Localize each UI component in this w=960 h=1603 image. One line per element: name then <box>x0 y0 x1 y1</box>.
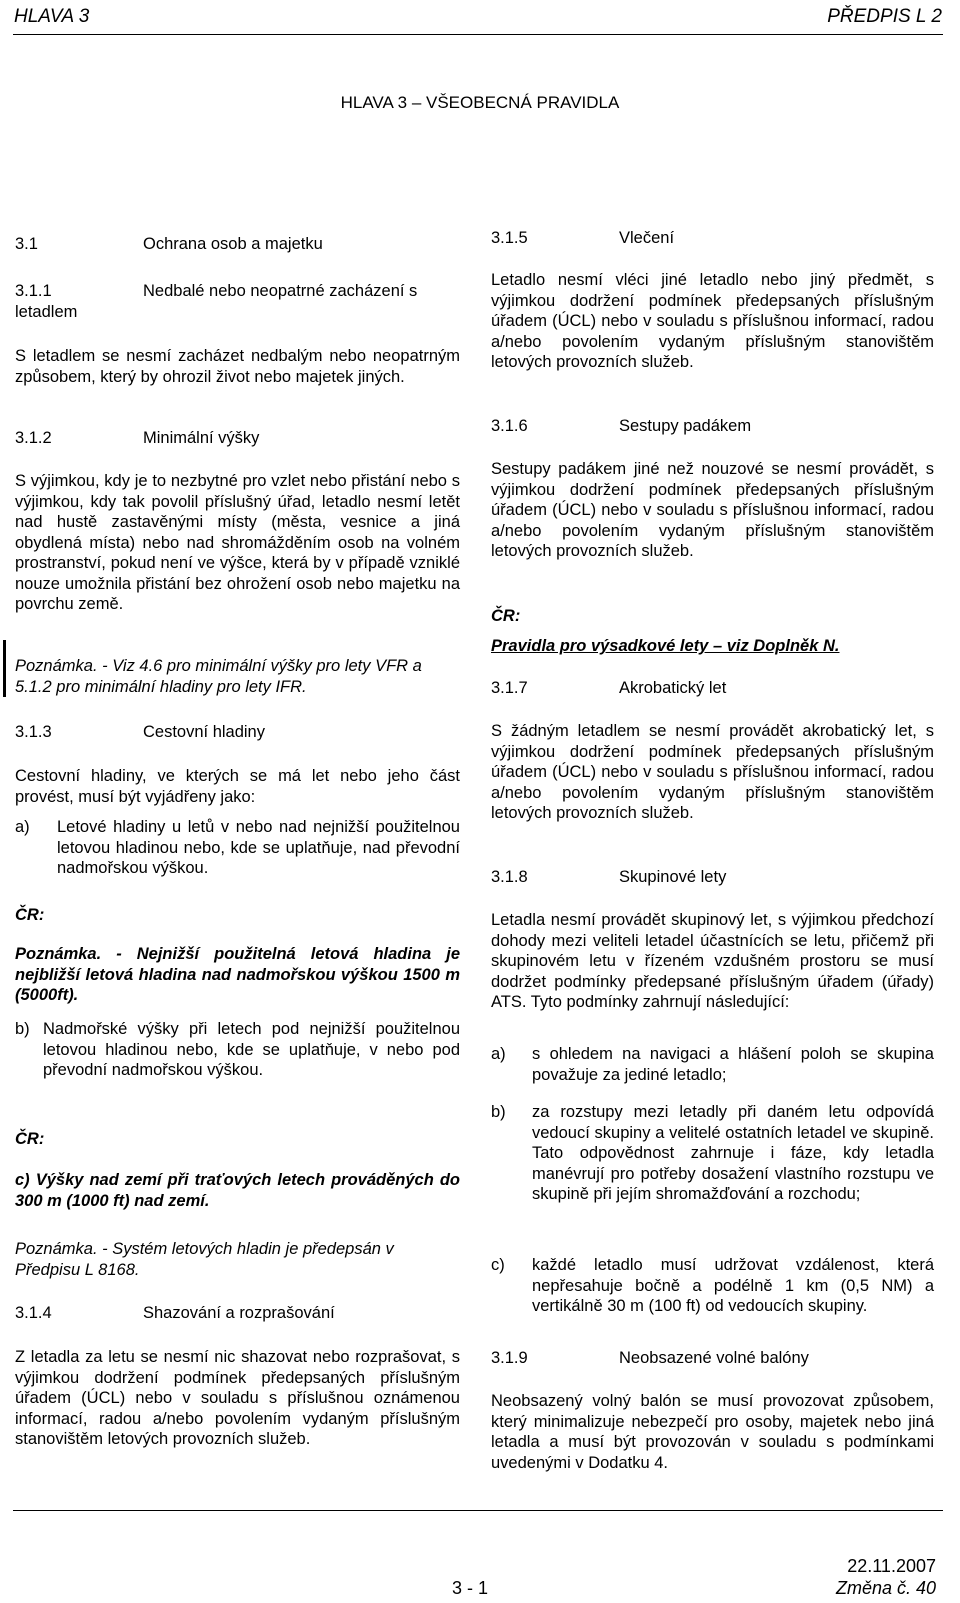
section-number: 3.1.2 <box>15 429 52 447</box>
section-number: 3.1.5 <box>491 229 528 247</box>
list-text: každé letadlo musí udržovat vzdálenost, která nepřesahuje bočně a podélně 1 km (0,5 NM) a vertikálně 30 m (100 ft) od vedoucích skupiny. <box>532 1256 934 1315</box>
section-number: 3.1.7 <box>491 679 528 697</box>
paragraph: Cestovní hladiny, ve kterých se má let nebo jeho část provést, musí být vyjádřeny jako: <box>15 767 460 806</box>
section-heading <box>491 678 726 699</box>
list-label: b) <box>491 1103 506 1121</box>
cr-item: c) Výšky nad zemí při traťových letech prováděných do 300 m (1000 ft) nad zemí. <box>15 1171 460 1210</box>
list-item <box>15 817 460 879</box>
section-title: Nedbalé nebo neopatrné zacházení s <box>143 282 418 300</box>
section-number: 3.1.1 <box>15 282 52 300</box>
list-text: za rozstupy mezi letadly při daném letu odpovídá vedoucí skupiny a velitelé ostatních letadel ve skupině. Tato odpovědnost zahrnuje i fáze, kdy letadla manévrují pro potřeby dosažení vlastního rozstupu ve skupině při jejím shromažďování a rozchodu; <box>532 1103 934 1203</box>
paragraph: Z letadla za letu se nesmí nic shazovat nebo rozprašovat, s výjimkou dodržení podmínek předepsaných příslušným úřadem (ÚCL) nebo v souladu s příslušnou oznámenou informací, radou a/nebo povolením vydaným příslušným stanovištěm letových provozních služeb. <box>15 1348 460 1448</box>
section-number: 3.1.8 <box>491 868 528 886</box>
list-item <box>491 1255 934 1317</box>
change-bar <box>3 640 6 697</box>
list-text: s ohledem na navigaci a hlášení poloh se skupina považuje za jediné letadlo; <box>532 1045 934 1084</box>
paragraph: Letadlo nesmí vléci jiné letadlo nebo jiný předmět, s výjimkou dodržení podmínek předepsaných příslušným úřadem (ÚCL) nebo v souladu s příslušnou informací, radou a/nebo povolením vydaným příslušným stanovištěm letových provozních služeb. <box>491 271 934 371</box>
cr-note <box>491 636 839 657</box>
header-chapter: HLAVA 3 <box>14 6 90 27</box>
list-label: a) <box>491 1045 506 1063</box>
section-number: 3.1.4 <box>15 1304 52 1322</box>
section-title: Akrobatický let <box>619 679 727 697</box>
list-item <box>491 1044 934 1085</box>
list-item <box>491 1102 934 1205</box>
header-regulation: PŘEDPIS L 2 <box>827 6 942 27</box>
list-label: b) <box>15 1020 30 1038</box>
section-number: 3.1 <box>15 235 38 253</box>
amendment-number: Změna č. 40 <box>835 1578 936 1598</box>
section-title: Skupinové lety <box>619 868 727 886</box>
cr-label: ČR: <box>491 607 521 625</box>
section-number: 3.1.3 <box>15 723 52 741</box>
section-heading <box>491 867 726 888</box>
paragraph: Neobsazený volný balón se musí provozovat způsobem, který minimalizuje nebezpečí pro osoby, majetek nebo jiná letadla a musí být provozován v souladu s podmínkami uvedenými v Dodatku 4. <box>491 1392 934 1472</box>
list-label: a) <box>15 818 30 836</box>
section-heading <box>491 228 674 249</box>
section-heading <box>15 234 323 255</box>
paragraph: S letadlem se nesmí zacházet nedbalým nebo neopatrným způsobem, který by ohrozil život nebo majetek jiných. <box>15 347 460 386</box>
header-rule <box>13 34 943 35</box>
paragraph: S žádným letadlem se nesmí provádět akrobatický let, s výjimkou dodržení podmínek předepsaných příslušným úřadem (ÚCL) nebo v souladu s příslušnou informací, radou a/nebo povolením vydaným příslušným stanovištěm letových provozních služeb. <box>491 722 934 822</box>
note: Poznámka. - Viz 4.6 pro minimální výšky pro lety VFR a 5.1.2 pro minimální hladiny pro lety IFR. <box>15 657 422 696</box>
note: Poznámka. - Systém letových hladin je předepsán v Předpisu L 8168. <box>15 1240 394 1279</box>
section-title: Shazování a rozprašování <box>143 1304 335 1322</box>
list-item <box>15 1019 460 1081</box>
section-title-cont: letadlem <box>15 302 78 321</box>
section-heading <box>491 1348 809 1369</box>
section-heading <box>491 416 751 437</box>
section-title: Cestovní hladiny <box>143 723 265 741</box>
cr-text: Pravidla pro výsadkové lety – viz Doplněk N. <box>491 637 840 655</box>
list-label: c) <box>491 1256 505 1274</box>
cr-note: Poznámka. - Nejnižší použitelná letová hladina je nejbližší letová hladina nad nadmořskou výškou 1500 m (5000ft). <box>15 945 460 1004</box>
section-number: 3.1.9 <box>491 1349 528 1367</box>
list-text: Nadmořské výšky při letech pod nejnižší použitelnou letovou hladinou nebo, kde se uplatňuje, v nebo pod převodní nadmořskou výškou. <box>43 1020 460 1079</box>
section-title: Ochrana osob a majetku <box>143 235 323 253</box>
section-title: Minimální výšky <box>143 429 260 447</box>
section-heading <box>15 281 460 322</box>
section-title: Vlečení <box>619 229 675 247</box>
list-text: Letové hladiny u letů v nebo nad nejnižší použitelnou letovou hladinou nebo, kde se uplatňuje, nad převodní nadmořskou výškou. <box>57 818 460 877</box>
section-title: Neobsazené volné balóny <box>619 1349 809 1367</box>
section-title: Sestupy padákem <box>619 417 752 435</box>
page-number: 3 - 1 <box>452 1578 489 1598</box>
section-heading <box>15 428 259 449</box>
revision-date: 22.11.2007 <box>847 1556 936 1576</box>
cr-label: ČR: <box>15 1130 45 1148</box>
section-number: 3.1.6 <box>491 417 528 435</box>
page-title: HLAVA 3 – VŠEOBECNÁ PRAVIDLA <box>340 93 620 112</box>
footer-rule <box>13 1510 943 1511</box>
paragraph: S výjimkou, kdy je to nezbytné pro vzlet nebo přistání nebo s výjimkou, kdy tak povolil příslušný úřad, letadlo nesmí letět nad hustě zastavěnými místy (města, vesnice a jiná obydlená místa) nebo nad shromážděním osob na volném prostranství, pokud není ve výšce, která by v případě vzniklé nouze umožnila přistání bez ohrožení osob nebo majetku na povrchu země. <box>15 472 460 613</box>
section-heading <box>15 722 265 743</box>
section-heading <box>15 1303 335 1324</box>
paragraph: Sestupy padákem jiné než nouzové se nesmí provádět, s výjimkou dodržení podmínek předepsaných příslušným úřadem (ÚCL) nebo v souladu s příslušnou informací, radou a/nebo povolením vydaným příslušným stanovištěm letových provozních služeb. <box>491 460 934 560</box>
cr-label: ČR: <box>15 906 45 924</box>
paragraph: Letadla nesmí provádět skupinový let, s výjimkou předchozí dohody mezi veliteli letadel účastnících se letu, přičemž při skupinovém letu v řízeném vzdušném prostoru se musí dodržet podmínky předepsané příslušným úřadem (úřady) ATS. Tyto podmínky zahrnují následující: <box>491 911 934 1011</box>
